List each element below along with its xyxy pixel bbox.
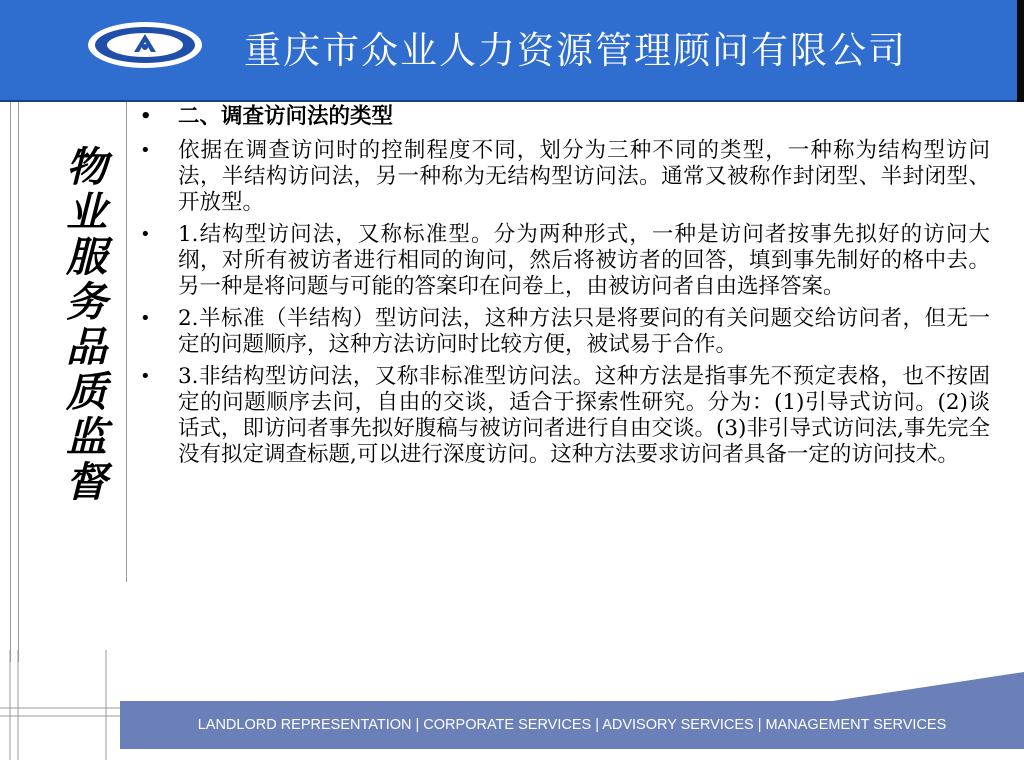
list-item bbox=[140, 138, 990, 216]
list-item bbox=[140, 364, 990, 468]
bullet-icon: • bbox=[140, 308, 151, 329]
bullet-icon: • bbox=[140, 366, 151, 387]
footer-services-text: LANDLORD REPRESENTATION | CORPORATE SERVICES | ADVISORY SERVICES | MANAGEMENT SERVICES bbox=[197, 717, 947, 733]
header-shadow bbox=[1017, 0, 1024, 102]
side-decor-line bbox=[126, 102, 127, 582]
list-item bbox=[140, 306, 990, 358]
side-decor-line bbox=[10, 102, 11, 662]
company-name: 重庆市众业人力资源管理顾问有限公司 bbox=[244, 29, 907, 72]
footer-bar bbox=[120, 701, 1024, 749]
list-item-text: 2.半标准（半结构）型访问法，这种方法只是将要问的有关问题交给访问者，但无一定的问题顺序，这种方法访问时比较方便，被试易于合作。 bbox=[178, 306, 990, 357]
footer-notch bbox=[826, 672, 1024, 702]
list-item-text: 1.结构型访问法，又称标准型。分为两种形式，一种是访问者按事先拟好的访问大纲，对所有被访者进行相同的询问，然后将被访者的回答，填到事先制好的格中去。另一种是将问题与可能的答案印在问卷上，由被访问者自由选择答案。 bbox=[178, 222, 990, 299]
list-item-text: 二、调查访问法的类型 bbox=[178, 104, 394, 129]
decorative-grid-lines bbox=[0, 650, 130, 760]
content-list bbox=[140, 104, 990, 474]
list-item-heading bbox=[140, 104, 990, 130]
header-banner bbox=[0, 0, 1017, 102]
list-item-text: 3.非结构型访问法，又称非标准型访问法。这种方法是指事先不预定表格，也不按固定的问题顺序去问，自由的交谈，适合于探索性研究。分为：(1)引导式访问。(2)谈话式，即访问者事先拟好腹稿与被访问者进行自由交谈。(3)非引导式访问法,事先完全没有拟定调查标题,可以进行深度访问。这种方法要求访问者具备一定的访问技术。 bbox=[178, 364, 990, 467]
side-decor-line bbox=[18, 102, 19, 662]
list-item bbox=[140, 222, 990, 300]
bullet-icon: • bbox=[140, 140, 151, 161]
company-logo-icon bbox=[86, 20, 204, 70]
sidebar-vertical-title: 物业服务品质监督 bbox=[59, 145, 107, 505]
bullet-icon: • bbox=[140, 224, 151, 245]
list-item-text: 依据在调查访问时的控制程度不同，划分为三种不同的类型，一种称为结构型访问法，半结构访问法，另一种称为无结构型访问法。通常又被称作封闭型、半封闭型、开放型。 bbox=[178, 138, 990, 215]
bullet-icon: • bbox=[140, 106, 152, 127]
